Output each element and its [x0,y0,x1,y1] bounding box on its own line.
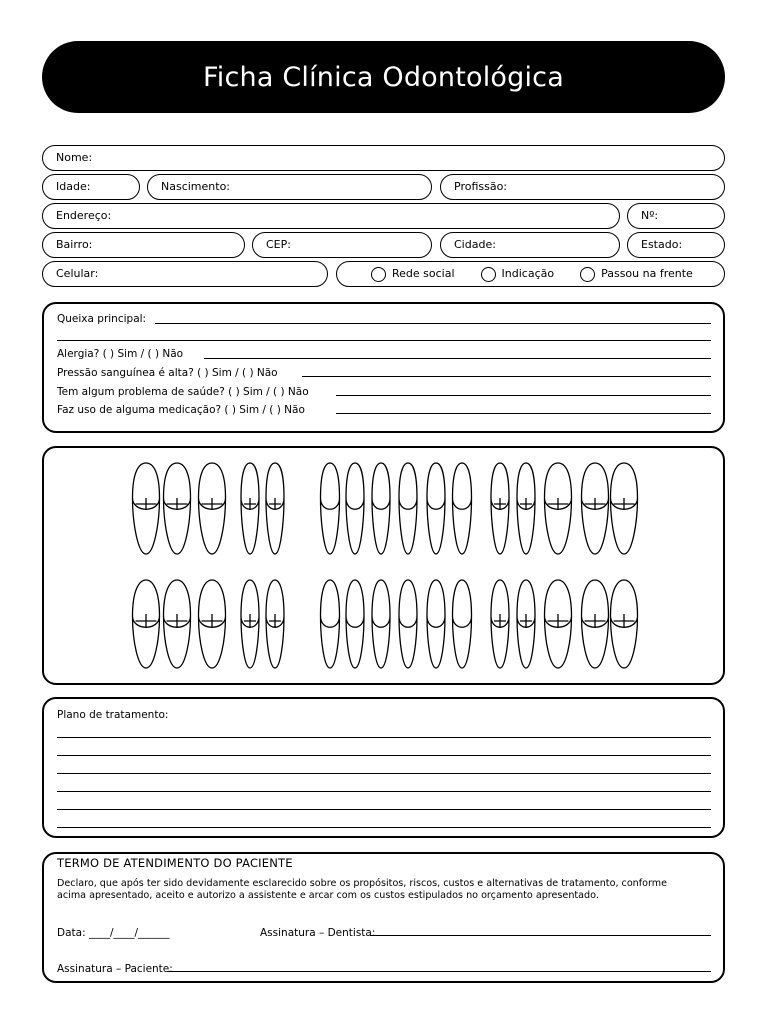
upper-tooth-4[interactable] [241,463,259,554]
health-problem-line[interactable] [336,395,711,396]
lower-tooth-16[interactable] [611,580,638,668]
age-label: Idade: [56,180,91,193]
complaint-label: Queixa principal: [57,313,147,325]
upper-tooth-11[interactable] [453,463,472,554]
page-title [42,41,725,113]
plan-line-5[interactable] [57,809,711,810]
profession-field[interactable] [440,174,725,200]
address-field[interactable] [42,203,620,229]
upper-tooth-13[interactable] [517,463,535,554]
upper-tooth-2[interactable] [164,463,191,554]
complaint-line[interactable] [155,323,711,324]
upper-tooth-7[interactable] [346,463,364,554]
lower-tooth-12[interactable] [491,580,509,668]
upper-tooth-6[interactable] [321,463,340,554]
upper-tooth-14[interactable] [545,463,572,554]
consent-title: TERMO DE ATENDIMENTO DO PACIENTE [57,856,293,870]
radio-indicacao[interactable] [481,267,496,282]
option-indicacao: Indicação [501,267,555,280]
city-field[interactable] [440,232,620,258]
lower-tooth-13[interactable] [517,580,535,668]
plan-line-1[interactable] [57,737,711,738]
blood-pressure-question: Pressão sanguínea é alta? ( ) Sim / ( ) Não [57,367,278,379]
allergy-line[interactable] [204,358,711,359]
plan-line-2[interactable] [57,755,711,756]
name-field[interactable] [42,145,725,171]
state-label: Estado: [641,238,683,251]
plan-line-6[interactable] [57,827,711,828]
cep-label: CEP: [266,238,291,251]
consent-text [57,878,717,902]
name-label: Nome: [56,151,93,164]
blood-pressure-line[interactable] [302,376,711,377]
upper-tooth-10[interactable] [427,463,445,554]
cep-field[interactable] [252,232,432,258]
city-label: Cidade: [454,238,496,251]
date-field[interactable]: Data: ____/____/______ [57,927,170,939]
neighborhood-label: Bairro: [56,238,93,251]
medication-line[interactable] [336,413,711,414]
radio-rede-social[interactable] [371,267,386,282]
number-label: Nº: [641,209,659,222]
dentist-signature-label: Assinatura – Dentista: [260,927,376,939]
referral-source-group [336,261,725,287]
dentist-signature-line[interactable] [370,935,711,936]
lower-tooth-11[interactable] [453,580,472,668]
health-problem-question: Tem algum problema de saúde? ( ) Sim / ( ) Não [57,386,309,398]
address-label: Endereço: [56,209,112,222]
upper-tooth-5[interactable] [266,463,284,554]
treatment-plan-label: Plano de tratamento: [57,709,169,721]
allergy-question: Alergia? ( ) Sim / ( ) Não [57,348,184,360]
upper-tooth-16[interactable] [611,463,638,554]
number-field[interactable] [627,203,725,229]
odontogram [42,446,725,685]
lower-tooth-4[interactable] [241,580,259,668]
upper-tooth-3[interactable] [199,463,226,554]
cellphone-field[interactable] [42,261,328,287]
birthdate-label: Nascimento: [161,180,231,193]
consent-text-line-2: acima apresentado, aceito e autorizo a assistente e arcar com os custos estipulados no orçamento apresentado. [57,890,599,901]
upper-tooth-1[interactable] [133,463,160,554]
patient-signature-line[interactable] [167,971,711,972]
lower-tooth-2[interactable] [164,580,191,668]
lower-tooth-10[interactable] [427,580,445,668]
lower-tooth-6[interactable] [321,580,340,668]
upper-arch [133,463,638,554]
lower-tooth-1[interactable] [133,580,160,668]
page-title-text: Ficha Clínica Odontológica [203,61,564,93]
plan-line-4[interactable] [57,791,711,792]
lower-arch [133,580,638,668]
profession-label: Profissão: [454,180,508,193]
birthdate-field[interactable] [147,174,432,200]
age-field[interactable] [42,174,140,200]
medication-question: Faz uso de alguma medicação? ( ) Sim / ( ) Não [57,404,305,416]
consent-text-line-1: Declaro, que após ter sido devidamente esclarecido sobre os propósitos, riscos, custos e alternativas de tratamento, conforme [57,878,668,889]
state-field[interactable] [627,232,725,258]
lower-tooth-15[interactable] [582,580,609,668]
lower-tooth-3[interactable] [199,580,226,668]
option-passou-na-frente: Passou na frente [601,267,693,280]
cellphone-label: Celular: [56,267,99,280]
upper-tooth-8[interactable] [372,463,390,554]
neighborhood-field[interactable] [42,232,245,258]
upper-tooth-15[interactable] [582,463,609,554]
lower-tooth-5[interactable] [266,580,284,668]
lower-tooth-8[interactable] [372,580,390,668]
upper-tooth-12[interactable] [491,463,509,554]
complaint-line-2[interactable] [57,340,711,341]
patient-signature-label: Assinatura – Paciente: [57,963,173,975]
radio-passou-na-frente[interactable] [580,267,595,282]
lower-tooth-7[interactable] [346,580,364,668]
upper-tooth-9[interactable] [399,463,417,554]
plan-line-3[interactable] [57,773,711,774]
lower-tooth-9[interactable] [399,580,417,668]
lower-tooth-14[interactable] [545,580,572,668]
option-rede-social: Rede social [392,267,455,280]
